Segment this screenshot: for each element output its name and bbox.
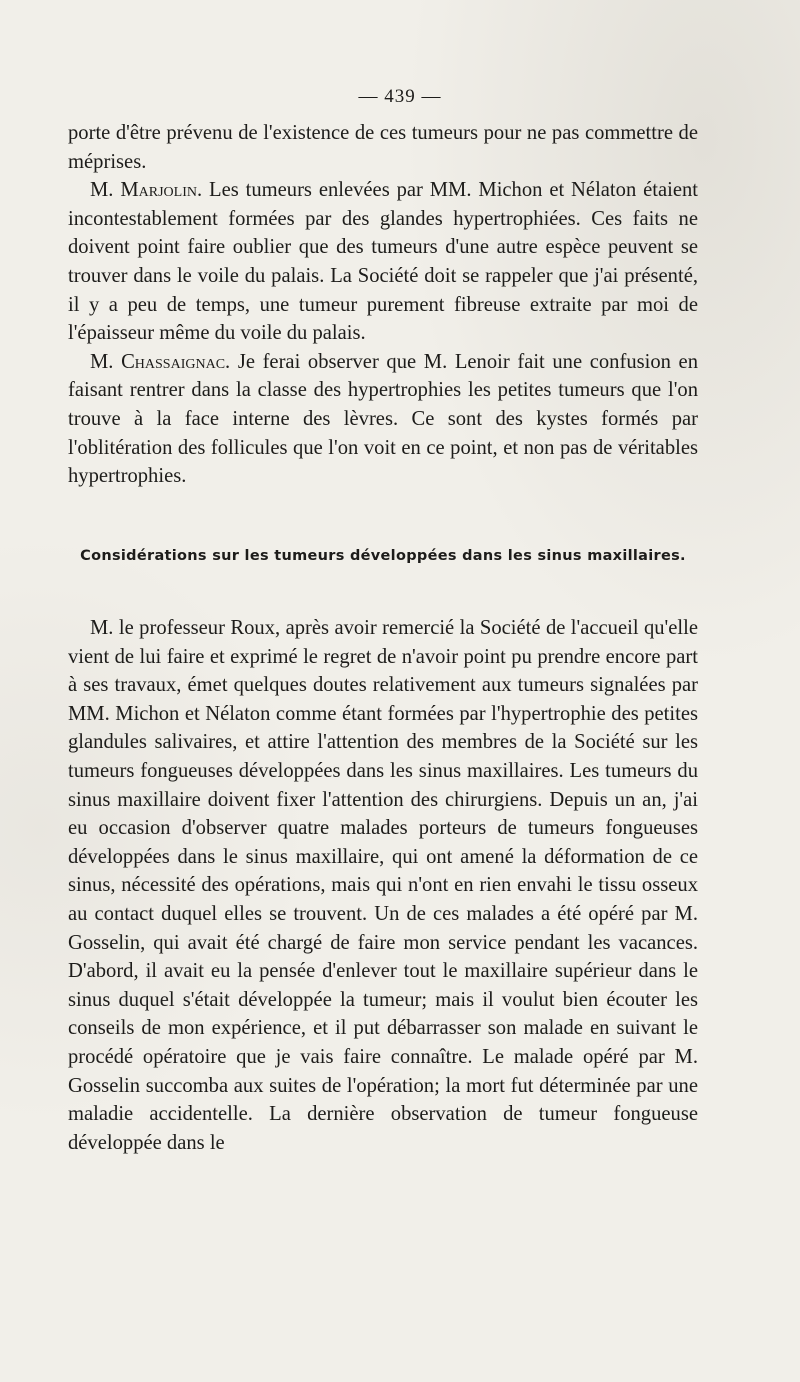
- paragraph-marjolin: [68, 176, 698, 348]
- paragraph-text: Je ferai observer que M. Lenoir fait une confusion en faisant rentrer dans la classe des hypertrophies les petites tumeurs que l'on trouve à la face interne des lèvres. Ce sont des kystes formés par l'oblitération des follicules que l'on voit en ce point, et non pas de véritables hypertrophies.: [68, 350, 698, 488]
- speaker-name: M. Chassaignac.: [90, 350, 231, 373]
- paragraph-roux: [68, 614, 698, 1157]
- paragraph-continuation: [68, 119, 698, 176]
- text-block-discussion: [68, 119, 698, 491]
- paragraph-chassaignac: [68, 348, 698, 491]
- text-block-roux: [68, 614, 698, 1157]
- paragraph-text: M. le professeur Roux, après avoir remercié la Société de l'accueil qu'elle vient de lui faire et exprimé le regret de n'avoir point pu prendre encore part à ses travaux, émet quelques doutes relativement aux tumeurs signalées par MM. Michon et Nélaton comme étant formées par l'hypertrophie des petites glandules salivaires, et attire l'attention des membres de la Société sur les tumeurs fongueuses développées dans les sinus maxillaires. Les tumeurs du sinus maxillaire doivent fixer l'attention des chirurgiens. Depuis un an, j'ai eu occasion d'observer quatre malades porteurs de tumeurs fongueuses développées dans le sinus maxillaire, qui ont amené la déformation de ce sinus, nécessité des opérations, mais qui n'ont en rien envahi le tissu osseux au contact duquel elles se trouvent. Un de ces malades a été opéré par M. Gosselin, qui avait été chargé de faire mon service pendant les vacances. D'abord, il avait eu la pensée d'enlever tout le maxillaire supérieur dans le sinus duquel s'était développée la tumeur; mais il voulut bien écouter les conseils de mon expérience, et il put débarrasser son malade en suivant le procédé opératoire que je vais faire connaître. Le malade opéré par M. Gosselin succomba aux suites de l'opération; la mort fut déterminée par une maladie accidentelle. La dernière observation de tumeur fongueuse développée dans le: [68, 617, 698, 1154]
- section-heading: Considérations sur les tumeurs développées dans les sinus maxillaires.: [80, 548, 686, 564]
- page-number: — 439 —: [358, 86, 442, 107]
- paragraph-text: Les tumeurs enlevées par MM. Michon et Nélaton étaient incontestablement formées par des glandes hypertrophiées. Ces faits ne doivent point faire oublier que des tumeurs d'une autre espèce peuvent se trouver dans le voile du palais. La Société doit se rappeler que j'ai présenté, il y a peu de temps, une tumeur purement fibreuse extraite par moi de l'épaisseur même du voile du palais.: [68, 179, 698, 345]
- paragraph-text: porte d'être prévenu de l'existence de ces tumeurs pour ne pas commettre de méprises.: [68, 122, 698, 173]
- speaker-name: M. Marjolin.: [90, 179, 203, 202]
